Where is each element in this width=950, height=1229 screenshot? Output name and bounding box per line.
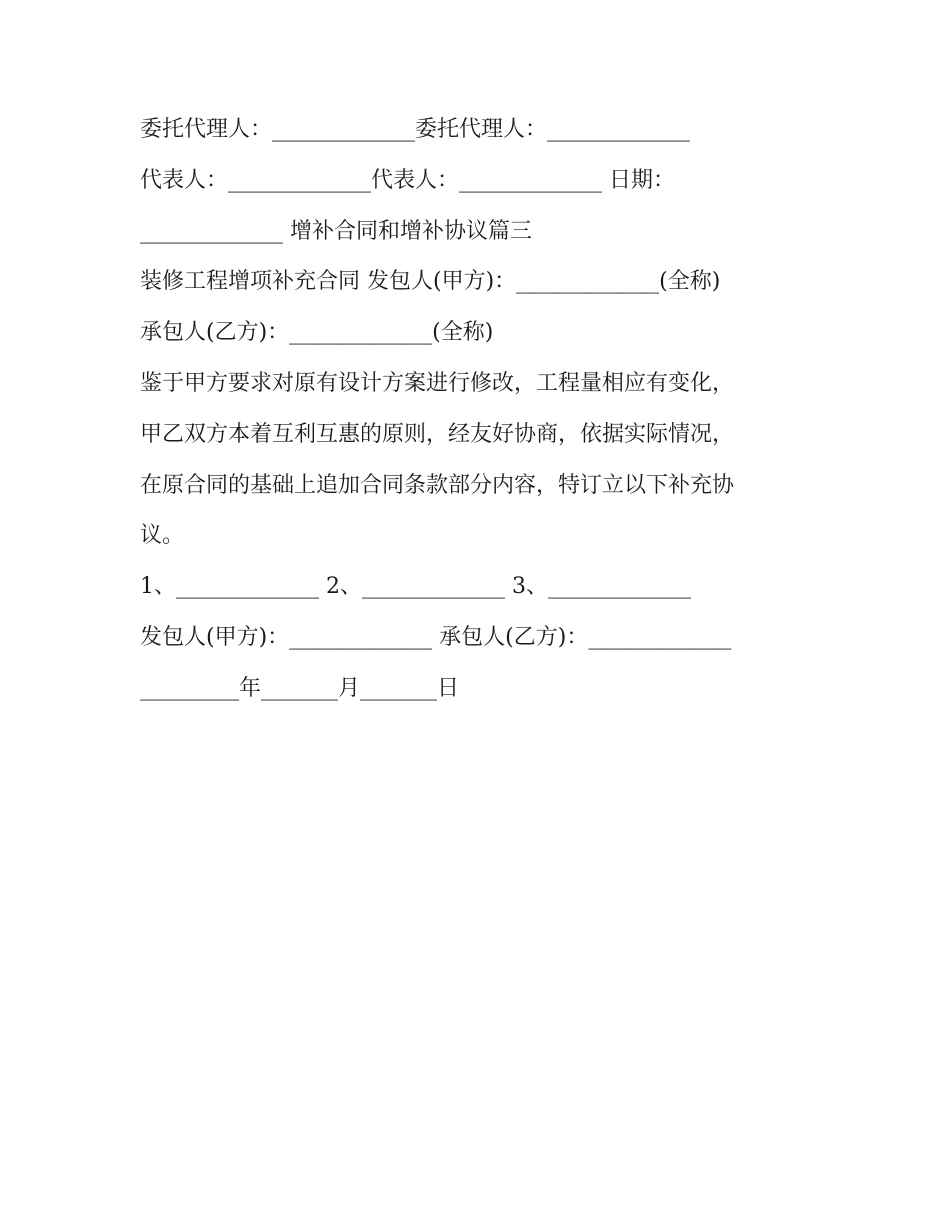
section-title-line: _____________ 增补合同和增补协议篇三 [140,218,532,244]
paragraph-line-1: 鉴于甲方要求对原有设计方案进行修改，工程量相应有变化， [140,370,735,396]
date-line: _________年_______月_______日 [140,675,460,701]
party-b-line: 承包人(乙方)：_____________(全称) [140,320,494,346]
paragraph-line-3: 在原合同的基础上追加合同条款部分内容，特订立以下补充协 [140,472,735,498]
representative-date-line: 代表人：_____________代表人：_____________ 日期： [140,167,675,193]
numbered-items-line: 1、_____________ 2、_____________ 3、_____________ [140,574,691,600]
agent-line: 委托代理人：_____________委托代理人：_____________ [140,117,691,142]
signature-parties-line: 发包人(甲方)：_____________ 承包人(乙方)：_____________ [140,624,732,650]
contract-title-party-a-line: 装修工程增项补充合同 发包人(甲方)：_____________(全称) [140,269,721,295]
paragraph-line-2: 甲乙双方本着互利互惠的原则，经友好协商，依据实际情况， [140,421,735,447]
paragraph-line-4: 议。 [140,523,185,549]
document-body [140,108,820,718]
